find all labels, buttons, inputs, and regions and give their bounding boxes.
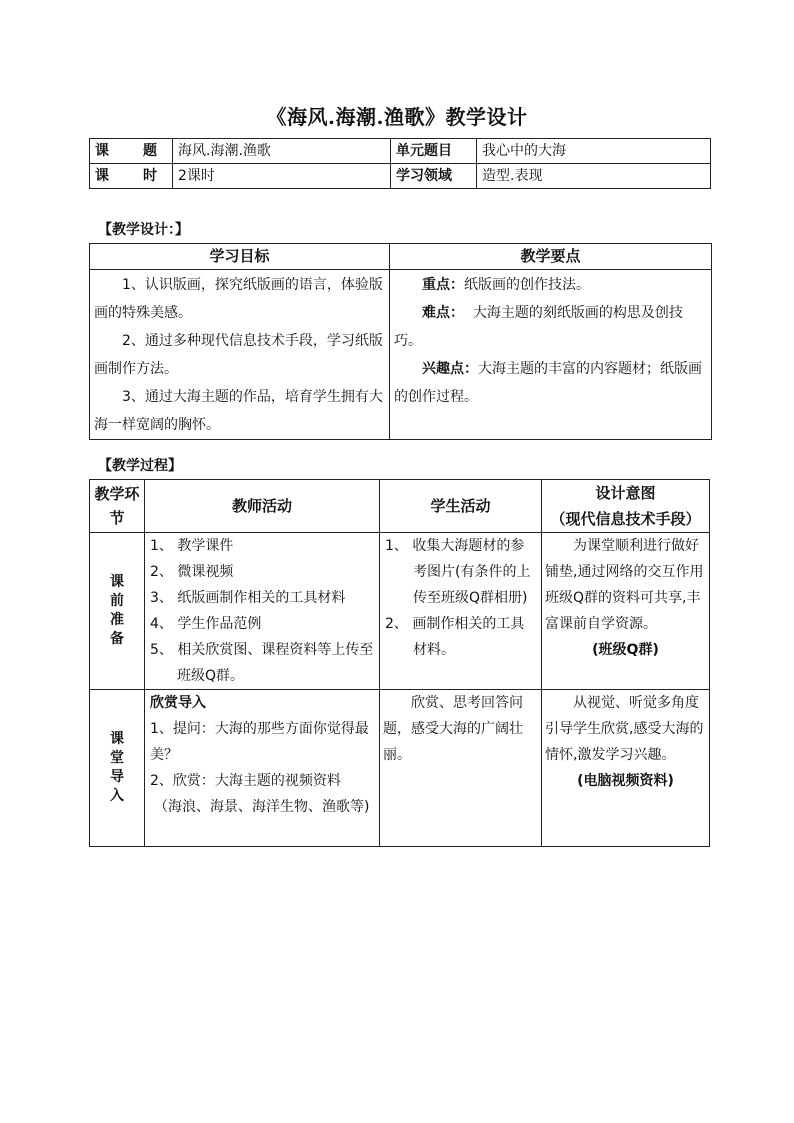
stage-char: 备 bbox=[110, 631, 124, 647]
table-row bbox=[90, 164, 711, 189]
table-row bbox=[90, 690, 710, 847]
teacher-activity-header: 教师活动 bbox=[145, 480, 380, 533]
teaching-goals-table bbox=[89, 243, 712, 440]
key-point-label: 兴趣点： bbox=[422, 361, 478, 377]
stage-char: 课 bbox=[110, 574, 124, 590]
key-points-cell bbox=[390, 270, 712, 440]
list-item: 2、欣赏：大海主题的视频资料 bbox=[150, 773, 341, 789]
goal-item: 2、通过多种现代信息技术手段，学习纸版画制作方法。 bbox=[94, 333, 383, 377]
key-point-text: 大海主题的丰富的内容题材；纸版画的创作过程。 bbox=[394, 361, 702, 405]
teaching-process-table bbox=[89, 479, 710, 847]
student-text: 欣赏、思考回答问题，感受大海的广阔壮丽。 bbox=[383, 695, 523, 763]
list-item: 2、 画制作相关的工具材料。 bbox=[385, 616, 525, 658]
stage-char: 入 bbox=[110, 788, 124, 804]
unit-title-value: 我心中的大海 bbox=[477, 139, 711, 164]
list-item: 4、 学生作品范例 bbox=[150, 616, 262, 632]
goal-item: 3、通过大海主题的作品，培育学生拥有大海一样宽阔的胸怀。 bbox=[94, 389, 383, 433]
design-intent-cell bbox=[542, 690, 710, 847]
course-title-label bbox=[90, 139, 173, 164]
student-activity-header: 学生活动 bbox=[380, 480, 542, 533]
list-item: 1、 教学课件 bbox=[150, 538, 234, 554]
table-row bbox=[90, 480, 710, 533]
intent-text: 为课堂顺利进行做好铺垫,通过网络的交互作用班级Q群的资料可共享,丰富课前自学资源。 bbox=[545, 538, 704, 632]
goal-item: 1、认识版画，探究纸版画的语言，体验版画的特殊美感。 bbox=[94, 277, 383, 321]
key-point-item bbox=[394, 271, 707, 299]
stage-classroom-intro bbox=[90, 690, 145, 847]
key-point-text: 纸版画的创作技法。 bbox=[464, 277, 590, 293]
list-item: 5、 相关欣赏图、课程资料等上传至班级Q群。 bbox=[150, 642, 374, 684]
key-point-label: 重点： bbox=[422, 277, 464, 293]
label-char: 课 bbox=[95, 168, 109, 184]
list-item: 1、提问：大海的那些方面你觉得最美？ bbox=[150, 721, 369, 763]
key-point-item bbox=[394, 299, 707, 355]
design-intent-cell bbox=[542, 533, 710, 690]
label-char: 题 bbox=[143, 143, 157, 159]
label-char: 课 bbox=[95, 143, 109, 159]
process-section-label: 【教学过程】 bbox=[98, 458, 182, 474]
key-points-header: 教学要点 bbox=[390, 244, 712, 270]
stage-char: 准 bbox=[110, 612, 124, 628]
student-activity-cell bbox=[380, 690, 542, 847]
stage-header: 教学环节 bbox=[90, 480, 145, 533]
stage-char: 前 bbox=[110, 593, 124, 609]
list-item: 3、 纸版画制作相关的工具材料 bbox=[150, 590, 346, 606]
design-section-label: 【教学设计：】 bbox=[98, 222, 189, 238]
course-info-table bbox=[89, 138, 711, 189]
table-row bbox=[90, 244, 712, 270]
stage-pre-class bbox=[90, 533, 145, 690]
label-char: 时 bbox=[143, 168, 157, 184]
key-point-item bbox=[394, 355, 707, 411]
stage-char: 导 bbox=[110, 769, 124, 785]
list-item: 1、 收集大海题材的参考图片(有条件的上传至班级Q群相册) bbox=[385, 538, 531, 606]
design-intent-subtitle: （现代信息技术手段） bbox=[550, 510, 701, 528]
key-point-text: 大海主题的刻纸版画的构思及创技巧。 bbox=[394, 305, 683, 349]
goals-header: 学习目标 bbox=[90, 244, 390, 270]
learning-area-value: 造型.表现 bbox=[477, 164, 711, 189]
key-point-label: 难点： bbox=[422, 305, 464, 321]
stage-char: 课 bbox=[110, 731, 124, 747]
intent-tool: (电脑视频资料) bbox=[577, 773, 674, 789]
course-title-value: 海风.海潮.渔歌 bbox=[173, 139, 391, 164]
list-item: （海浪、海景、海洋生物、渔歌等) bbox=[154, 799, 370, 815]
class-hours-value: 2课时 bbox=[173, 164, 391, 189]
student-activity-cell bbox=[380, 533, 542, 690]
teacher-activity-cell bbox=[145, 533, 380, 690]
stage-char: 堂 bbox=[110, 750, 124, 766]
intent-text: 从视觉、听觉多角度引导学生欣赏,感受大海的情怀,激发学习兴趣。 bbox=[545, 695, 704, 763]
learning-area-label: 学习领域 bbox=[391, 164, 477, 189]
table-row bbox=[90, 270, 712, 440]
table-row bbox=[90, 139, 711, 164]
class-hours-label bbox=[90, 164, 173, 189]
unit-title-label: 单元题目 bbox=[391, 139, 477, 164]
design-intent-header bbox=[542, 480, 710, 533]
activity-title: 欣赏导入 bbox=[150, 695, 206, 711]
list-item: 2、 微课视频 bbox=[150, 564, 234, 580]
table-row bbox=[90, 533, 710, 690]
goals-cell bbox=[90, 270, 390, 440]
teacher-activity-cell bbox=[145, 690, 380, 847]
design-intent-title: 设计意图 bbox=[595, 484, 656, 502]
document-title: 《海风.海潮.渔歌》教学设计 bbox=[266, 105, 528, 129]
intent-tool: (班级Q群) bbox=[592, 642, 659, 658]
